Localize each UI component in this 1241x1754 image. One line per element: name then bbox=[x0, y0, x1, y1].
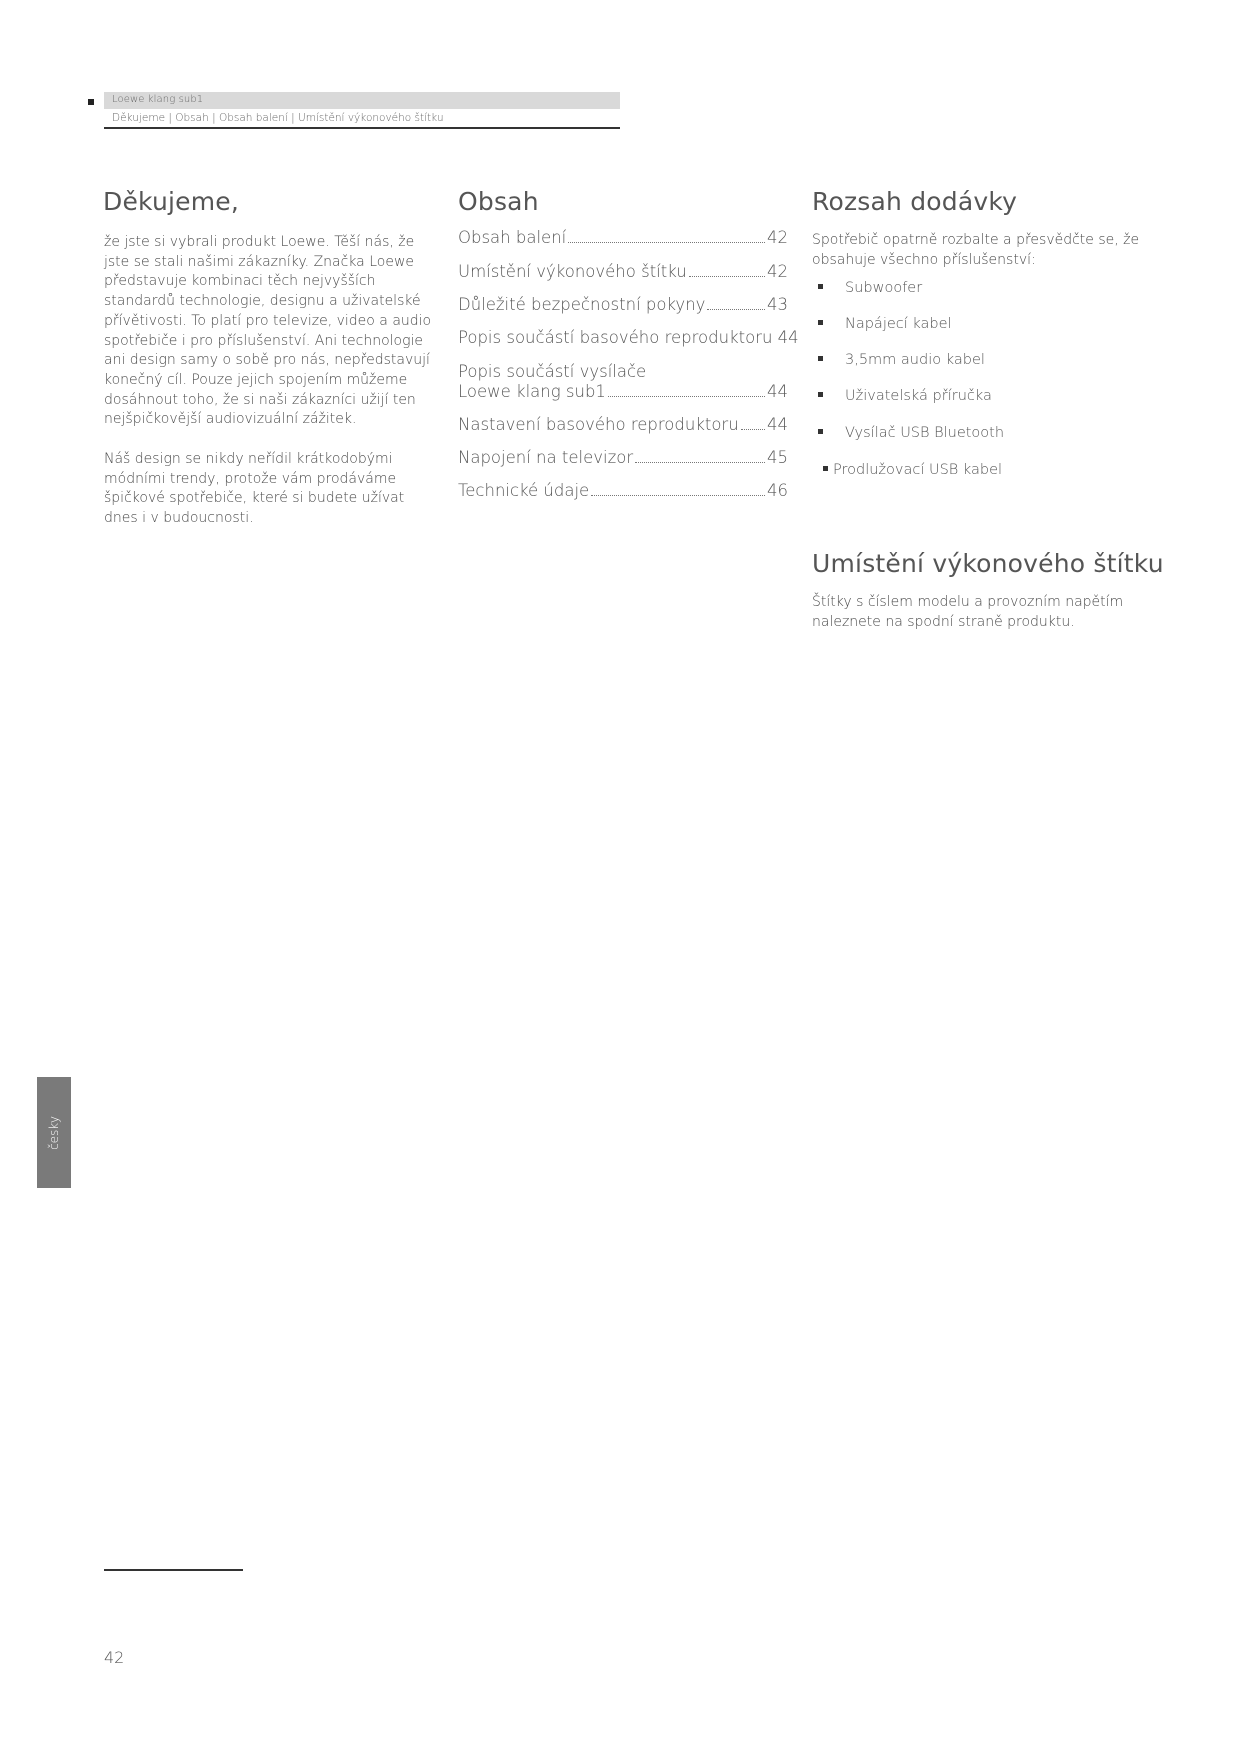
toc-leader bbox=[568, 242, 765, 243]
language-tab-label: česky bbox=[47, 1115, 61, 1150]
nameplate-text: Štítky s číslem modelu a provozním napětím naleznete na spodní straně produktu. bbox=[812, 594, 1124, 630]
list-item-label: Prodlužovací USB kabel bbox=[833, 462, 1003, 478]
toc-entry-text: Umístění výkonového štítku bbox=[458, 262, 687, 281]
list-item bbox=[818, 352, 985, 368]
toc-entry-page: 42 bbox=[767, 262, 788, 281]
delivery-intro: Spotřebič opatrně rozbalte a přesvědčte se, že obsahuje všechno příslušenství: bbox=[812, 232, 1140, 268]
bullet-icon bbox=[818, 356, 823, 361]
list-item-label: Subwoofer bbox=[845, 280, 923, 296]
list-item bbox=[823, 462, 1002, 478]
toc-entry-text: Důležité bezpečnostní pokyny bbox=[458, 295, 706, 314]
list-item-label: 3,5mm audio kabel bbox=[845, 352, 985, 368]
language-tab bbox=[37, 1077, 71, 1188]
header-product: Loewe klang sub1 bbox=[112, 94, 204, 105]
list-item-label: Uživatelská příručka bbox=[845, 388, 992, 404]
breadcrumb: Děkujeme | Obsah | Obsah balení | Umístění výkonového štítku bbox=[112, 112, 444, 124]
toc-entry[interactable] bbox=[458, 328, 798, 348]
toc-entry-page: 45 bbox=[767, 448, 788, 467]
toc-entry-text: Loewe klang sub1 bbox=[458, 382, 606, 401]
thanks-paragraph-2: Náš design se nikdy neřídil krátkodobými módními trendy, protože vám prodáváme špičkové spotřebiče, které si budete užívat dnes i v budoucnosti. bbox=[104, 451, 405, 527]
toc-entry[interactable] bbox=[458, 448, 788, 468]
toc-entry[interactable] bbox=[458, 262, 788, 282]
bullet-icon bbox=[818, 392, 823, 397]
bullet-icon bbox=[818, 320, 823, 325]
toc-entry[interactable] bbox=[458, 228, 788, 248]
toc-entry-page: 43 bbox=[767, 295, 788, 314]
thanks-paragraph-1: že jste si vybrali produkt Loewe. Těší nás, že jste se stali našimi zákazníky. Značka Loewe představuje kombinaci těch nejvyšších standardů technologie, designu a uživatelské přívětivosti. To platí pro televize, video a audio spotřebiče i pro příslušenství. Ani technologie ani design samy o sobě pro nás, nepředstavují konečný cíl. Pouze jejich spojením můžeme dosáhnout toho, že si naši zákazníci užijí ten nejšpičkovější audiovizuální zážitek. bbox=[104, 234, 432, 428]
nameplate-title: Umístění výkonového štítku bbox=[812, 549, 1164, 578]
contents-title: Obsah bbox=[458, 187, 539, 216]
toc-leader bbox=[707, 309, 765, 310]
page-number: 42 bbox=[104, 1648, 125, 1667]
toc-leader bbox=[608, 396, 765, 397]
toc-entry[interactable] bbox=[458, 362, 788, 402]
toc-entry-text-line1: Popis součástí vysílače bbox=[458, 362, 647, 381]
toc-leader bbox=[591, 495, 765, 496]
toc-entry-page: 42 bbox=[767, 228, 788, 247]
toc-entry-text: Popis součástí basového reproduktoru 44 bbox=[458, 328, 799, 347]
toc-entry[interactable] bbox=[458, 481, 788, 501]
thanks-text bbox=[104, 233, 433, 549]
toc-entry-page: 46 bbox=[767, 481, 788, 500]
toc-entry-page: 44 bbox=[767, 382, 788, 401]
header-bullet bbox=[88, 99, 94, 105]
list-item-label: Vysílač USB Bluetooth bbox=[845, 425, 1005, 441]
footer-rule bbox=[104, 1569, 243, 1571]
toc-entry-page: 44 bbox=[767, 415, 788, 434]
list-item bbox=[818, 388, 992, 404]
bullet-icon bbox=[818, 284, 823, 289]
toc-entry[interactable] bbox=[458, 415, 788, 435]
list-item-label: Napájecí kabel bbox=[845, 316, 952, 332]
toc-leader bbox=[635, 462, 765, 463]
header-rule bbox=[104, 127, 620, 129]
thanks-title: Děkujeme, bbox=[103, 187, 239, 216]
toc-entry[interactable] bbox=[458, 295, 788, 315]
toc-entry-text: Napojení na televizor bbox=[458, 448, 634, 467]
toc-entry-text: Nastavení basového reproduktoru bbox=[458, 415, 739, 434]
delivery-title: Rozsah dodávky bbox=[812, 187, 1018, 216]
bullet-icon bbox=[823, 466, 828, 471]
toc-leader bbox=[741, 429, 765, 430]
list-item bbox=[818, 316, 952, 332]
list-item bbox=[818, 280, 922, 296]
toc-leader bbox=[689, 276, 765, 277]
toc-entry-text: Obsah balení bbox=[458, 228, 567, 247]
bullet-icon bbox=[818, 429, 823, 434]
toc-entry-text: Technické údaje bbox=[458, 481, 590, 500]
list-item bbox=[818, 425, 1004, 441]
